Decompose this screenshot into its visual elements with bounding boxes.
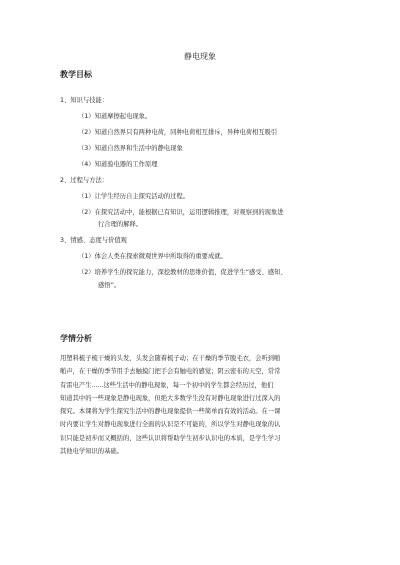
- goal-item: （1）体会人类在探索微观世界中所取得的重要成就。: [78, 253, 227, 260]
- section-heading-student-analysis: 学情分析: [60, 334, 92, 343]
- goal-item: （1）知道摩擦起电现象。: [78, 113, 152, 120]
- goal-item: （2）知道自然界只有两种电荷，同种电荷相互排斥，异种电荷相互吸引: [78, 129, 278, 136]
- goal-item: （4）知道验电器的工作原理: [78, 161, 158, 168]
- analysis-line: 识只能是初步而又概括的，这些认识将帮助学生初步认识电的本质，是学生学习: [60, 435, 281, 442]
- goal-category-attitude: 3、情感、态度与价值观: [60, 237, 127, 244]
- goal-item-continuation: 行合理的解释。: [98, 221, 143, 228]
- analysis-line: 啪声，在干燥的季节用手去触摸门把手会有触电的感觉；阴云密布的天空，常常: [60, 368, 281, 375]
- analysis-line: 知道其中的一些现象是静电现象，但绝大多数学生没有对静电现象进行过深入的: [60, 395, 281, 402]
- section-heading-teaching-goals: 教学目标: [60, 70, 92, 79]
- analysis-line: 其他电学知识的基础。: [60, 448, 123, 455]
- goal-category-knowledge: 1、知识与技能：: [60, 97, 109, 104]
- goal-item: （2）在探究活动中，能根据已有知识，运用逻辑推理，对观察到的现象进: [78, 209, 284, 216]
- analysis-line: 用塑料梳子梳干燥的头发，头发会随着梳子动；在干燥的季节脱毛衣，会听到啪: [60, 355, 281, 362]
- goal-item: （2）培养学生的探究能力，深挖教材的思维价值，促进学生“感受、感知、: [78, 269, 287, 276]
- goal-category-process: 2、过程与方法：: [60, 177, 109, 184]
- goal-item: （3）知道自然界和生活中的静电现象: [78, 145, 183, 152]
- goal-item: （1）让学生经历自主探究活动的过程。: [78, 193, 190, 200]
- analysis-line: 时内要让学生对静电现象进行全面的认识是不可能的，所以学生对静电现象的认: [60, 421, 281, 428]
- goal-item-continuation: 感悟”。: [98, 282, 121, 289]
- analysis-line: 有雷电产生......这些生活中的静电现象，每一个初中的学生都会经历过，他们: [60, 382, 274, 389]
- document-title: 静电现象: [184, 52, 216, 61]
- analysis-line: 探究。本课将为学生探究生活中的静电现象提供一些简单而有效的活动。在一课: [60, 408, 281, 415]
